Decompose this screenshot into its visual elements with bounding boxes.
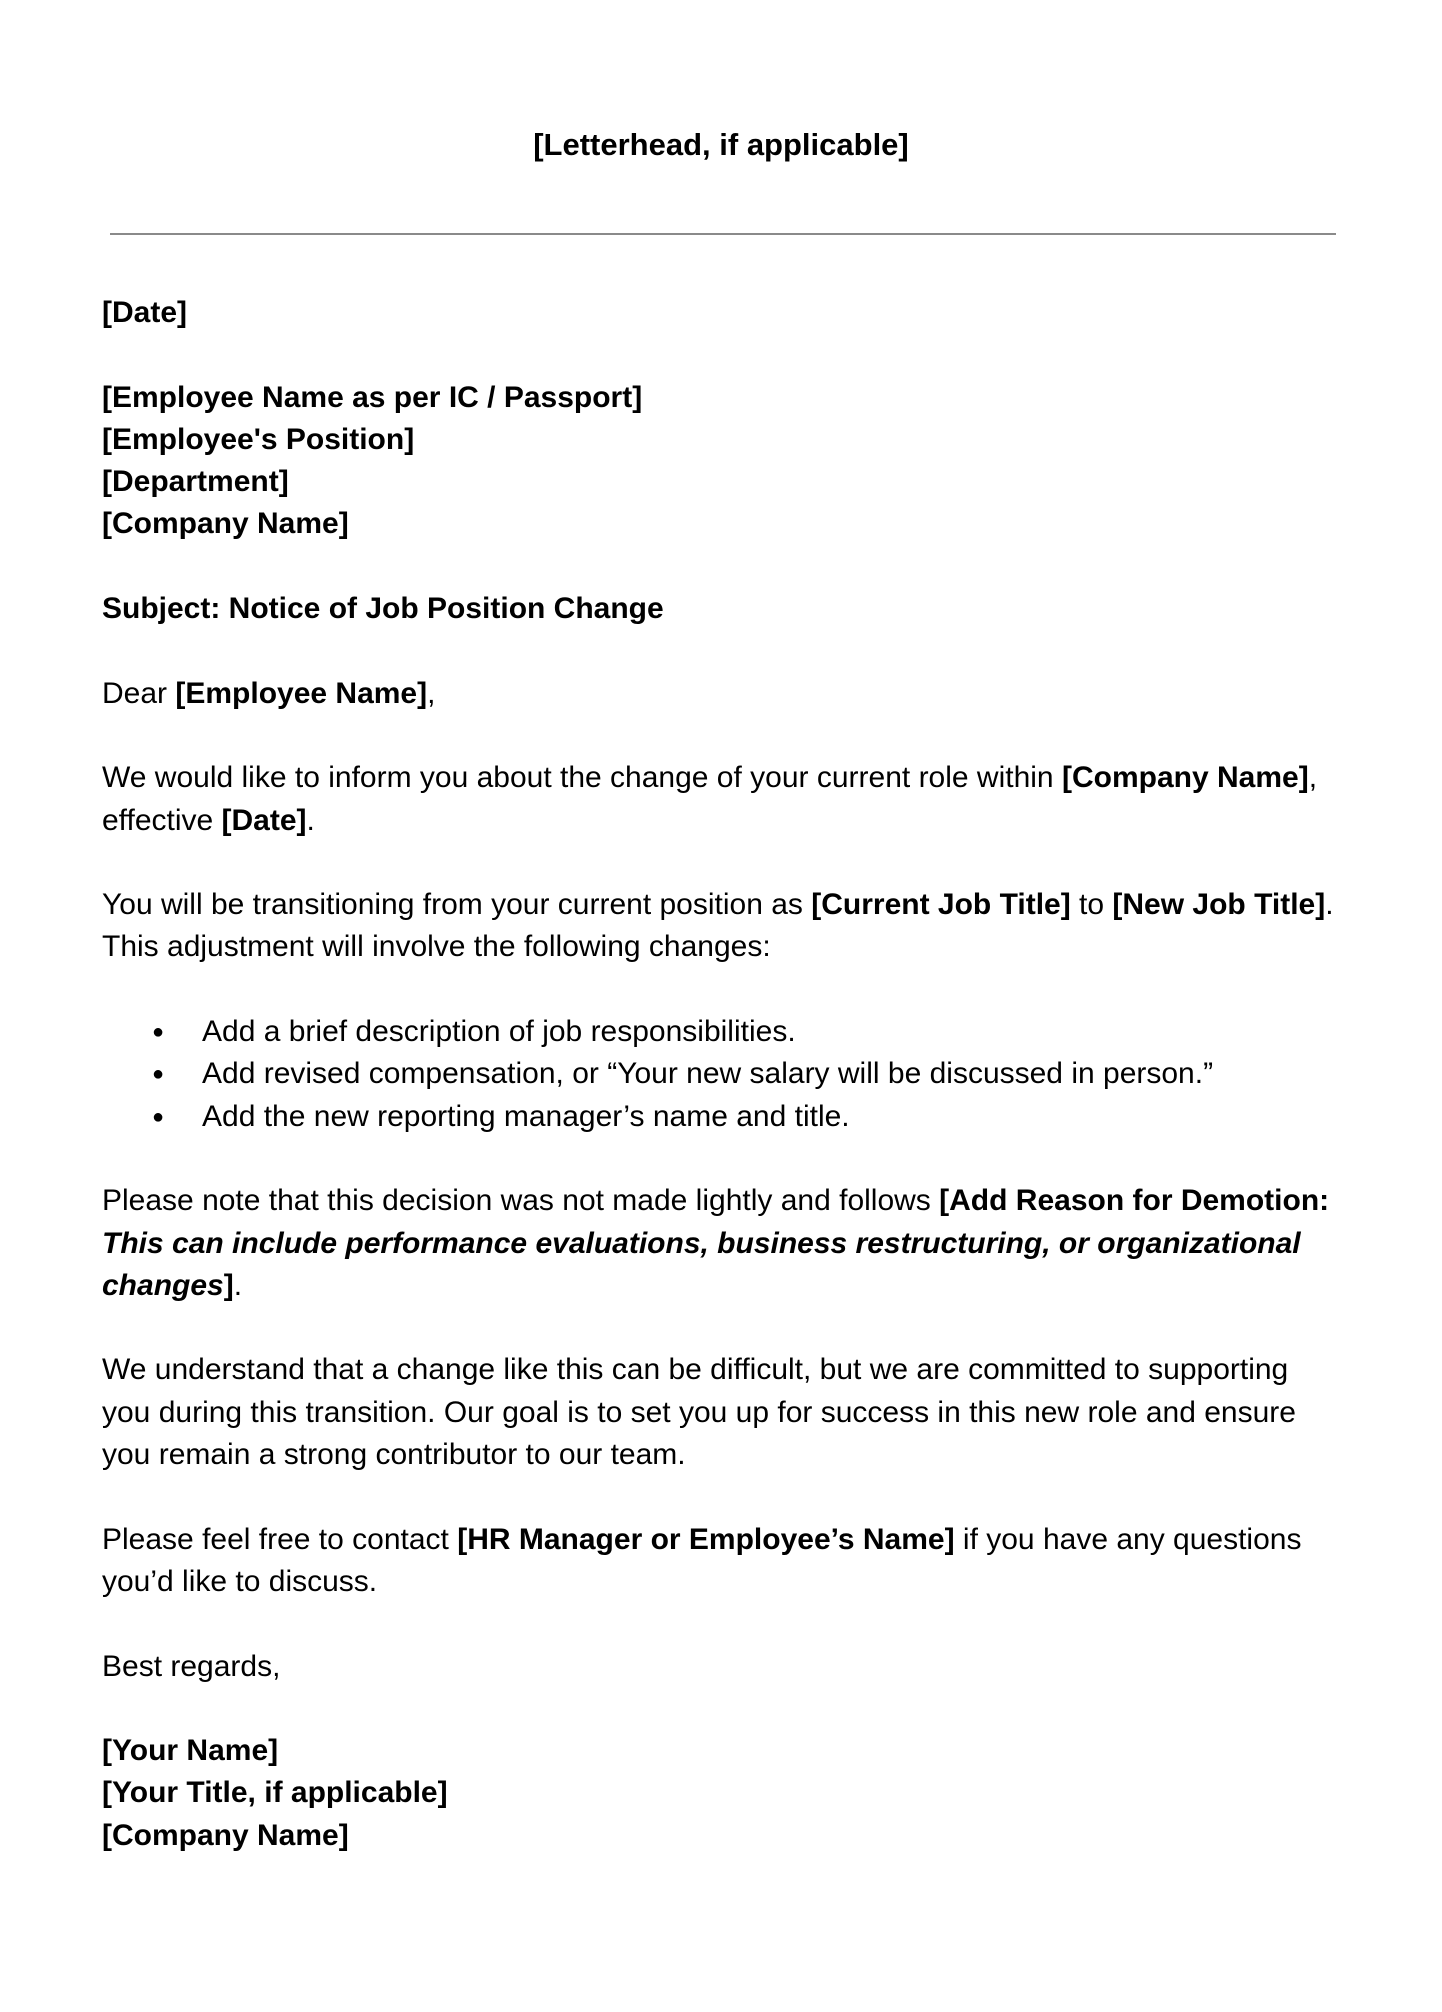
bullet-icon: ●: [152, 1105, 165, 1128]
para5-contact: [HR Manager or Employee’s Name]: [457, 1522, 955, 1556]
recipient-name: [Employee Name as per IC / Passport]: [102, 380, 643, 414]
list-item: [102, 1096, 1342, 1138]
para5-text-2: if you have any questions you’d like to discuss.: [102, 1522, 1302, 1598]
recipient-company: [Company Name]: [102, 507, 349, 541]
letter-body: [102, 292, 1342, 1857]
para3-text-2: .: [233, 1268, 243, 1302]
bullet-icon: ●: [152, 1063, 165, 1086]
salutation-suffix: ,: [427, 676, 436, 710]
bullet-icon: ●: [152, 1021, 165, 1044]
para1-text-2: , effective: [102, 761, 1318, 837]
salutation: [102, 673, 1342, 715]
para2-new-title: [New Job Title]: [1112, 888, 1326, 922]
changes-list: [102, 1011, 1342, 1138]
signature-company: [Company Name]: [102, 1818, 349, 1852]
para5-text-1: Please feel free to contact: [102, 1522, 458, 1556]
list-item: [102, 1011, 1342, 1053]
para1-text-1: We would like to inform you about the change of your current role within: [102, 761, 1062, 795]
subject-line: Subject: Notice of Job Position Change: [102, 592, 664, 626]
change-item-text: Add revised compensation, or “Your new salary will be discussed in person.”: [202, 1057, 1214, 1091]
para2-current-title: [Current Job Title]: [811, 888, 1071, 922]
recipient-block: [102, 377, 1342, 546]
closing: Best regards,: [102, 1649, 281, 1683]
para3-reason-label: [Add Reason for Demotion:: [939, 1184, 1330, 1218]
signature-title: [Your Title, if applicable]: [102, 1776, 448, 1810]
letter-date: [Date]: [102, 296, 188, 329]
signature-name: [Your Name]: [102, 1734, 279, 1768]
paragraph-transition: [102, 884, 1342, 969]
paragraph-support: We understand that a change like this can be difficult, but we are committed to supporting you during this transition. Our goal is to set you up for success in this new role and ensure you remain a strong contributor to our team.: [102, 1353, 1296, 1472]
paragraph-reason: [102, 1180, 1342, 1307]
signature-block: [102, 1730, 1342, 1857]
para3-reason-close: ]: [223, 1268, 234, 1302]
para2-text-2: to: [1070, 888, 1113, 922]
letterhead: [Letterhead, if applicable]: [533, 127, 909, 162]
recipient-position: [Employee's Position]: [102, 422, 415, 456]
para3-text-1: Please note that this decision was not made lightly and follows: [102, 1184, 940, 1218]
para1-company: [Company Name]: [1061, 761, 1309, 795]
list-item: [102, 1053, 1342, 1095]
para2-text-1: You will be transitioning from your current position as: [102, 888, 812, 922]
paragraph-contact: [102, 1519, 1342, 1604]
salutation-prefix: Dear: [102, 676, 176, 710]
recipient-department: [Department]: [102, 465, 289, 499]
paragraph-role-change: [102, 757, 1342, 842]
change-item-text: Add the new reporting manager’s name and title.: [202, 1099, 850, 1133]
para3-reason-detail: This can include performance evaluations, business restructuring, or organizational changes: [102, 1226, 1301, 1302]
salutation-name: [Employee Name]: [175, 676, 428, 710]
change-item-text: Add a brief description of job responsibilities.: [202, 1015, 796, 1049]
para2-text-3: . This adjustment will involve the following changes:: [102, 888, 1334, 964]
para1-text-3: .: [306, 803, 315, 837]
header-divider: [110, 233, 1336, 235]
para1-date: [Date]: [221, 803, 307, 837]
